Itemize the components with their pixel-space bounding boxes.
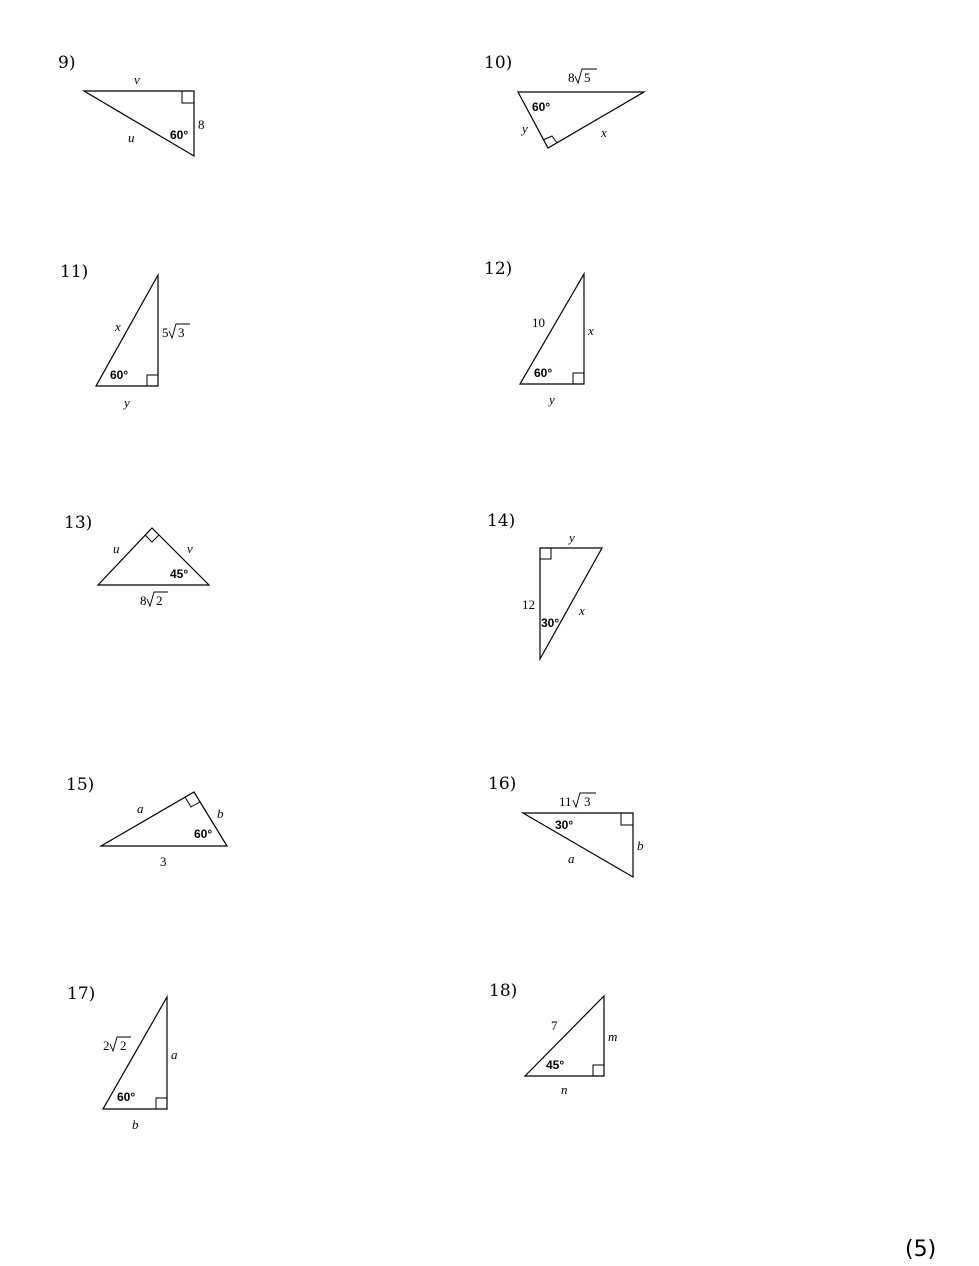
side-label-hypotenuse: 10: [532, 315, 545, 330]
angle-label: 60°: [534, 366, 553, 380]
side-label-hypotenuse: a: [137, 801, 144, 816]
side-label-right: a: [171, 1047, 178, 1062]
side-label-top-coef: 11: [559, 794, 572, 809]
angle-label: 60°: [110, 368, 129, 382]
side-label-base: y: [124, 395, 130, 410]
angle-label: 45°: [170, 567, 189, 581]
problem-number: 15): [66, 775, 95, 795]
side-label-right: x: [588, 323, 594, 338]
side-label-right: x: [601, 125, 607, 140]
problem-9: [58, 53, 205, 156]
side-label-hypotenuse-coef: 2: [103, 1038, 110, 1053]
side-label-hypotenuse: 7: [551, 1018, 558, 1033]
right-angle-mark: [573, 373, 584, 384]
problem-number: 18): [489, 981, 518, 1001]
triangle: [98, 528, 209, 585]
right-angle-mark: [621, 813, 633, 825]
side-label-hypotenuse: x: [579, 603, 585, 618]
side-label-top: y: [569, 530, 575, 545]
side-label-base-coef: 8: [140, 593, 147, 608]
problem-18: [489, 981, 617, 1097]
angle-label: 60°: [117, 1090, 136, 1104]
side-label-top-coef: 8: [568, 70, 575, 85]
triangle: [523, 813, 633, 877]
side-label-short: b: [217, 806, 224, 821]
side-label-base: y: [549, 392, 555, 407]
side-label-top: v: [134, 72, 140, 87]
problem-number: 12): [484, 259, 513, 279]
problem-15: [66, 775, 227, 869]
side-label-right: v: [187, 541, 193, 556]
side-label-right-radicand: 3: [178, 325, 185, 340]
side-label-right: m: [608, 1029, 618, 1044]
side-label-hypotenuse: u: [128, 130, 135, 145]
problem-number: 11): [60, 262, 89, 282]
angle-label: 45°: [546, 1058, 565, 1072]
right-angle-mark: [540, 548, 551, 559]
triangle: [84, 91, 194, 156]
handwritten-page-number: (5): [905, 1237, 937, 1262]
problem-14: [487, 511, 602, 659]
angle-label: 30°: [555, 818, 574, 832]
problem-10: [484, 53, 644, 148]
angle-label: 60°: [194, 827, 213, 841]
side-label-base-radicand: 2: [156, 593, 163, 608]
problem-13: [64, 513, 209, 608]
problem-number: 14): [487, 511, 516, 531]
problem-number: 17): [67, 984, 96, 1004]
triangle: [540, 548, 602, 659]
problem-17: [67, 984, 178, 1132]
side-label-top-radicand: 5: [584, 70, 591, 85]
angle-label: 60°: [170, 128, 189, 142]
side-label-base: 3: [160, 854, 167, 869]
side-label-left: 12: [522, 597, 535, 612]
right-angle-mark: [147, 375, 158, 386]
side-label-hypotenuse: x: [115, 319, 121, 334]
triangle: [525, 996, 604, 1076]
side-label-base: b: [132, 1117, 139, 1132]
right-angle-mark: [145, 535, 159, 542]
right-angle-mark: [593, 1065, 604, 1076]
problem-number: 10): [484, 53, 513, 73]
problem-number: 13): [64, 513, 93, 533]
side-label-top-radicand: 3: [584, 794, 591, 809]
right-angle-mark: [156, 1098, 167, 1109]
side-label-right-coef: 5: [162, 325, 169, 340]
side-label-hypotenuse: a: [568, 851, 575, 866]
angle-label: 30°: [541, 616, 560, 630]
angle-label: 60°: [532, 100, 551, 114]
side-label-base: n: [561, 1082, 568, 1097]
side-label-left: y: [522, 121, 528, 136]
right-angle-mark: [182, 91, 194, 103]
problem-number: 16): [488, 774, 517, 794]
side-label-hypotenuse-radicand: 2: [120, 1038, 127, 1053]
problem-11: [60, 262, 190, 410]
problem-12: [484, 259, 594, 407]
side-label-right: b: [637, 838, 644, 853]
problem-number: 9): [58, 53, 76, 73]
problem-16: [488, 774, 644, 877]
side-label-right: 8: [198, 117, 205, 132]
side-label-left: u: [113, 541, 120, 556]
